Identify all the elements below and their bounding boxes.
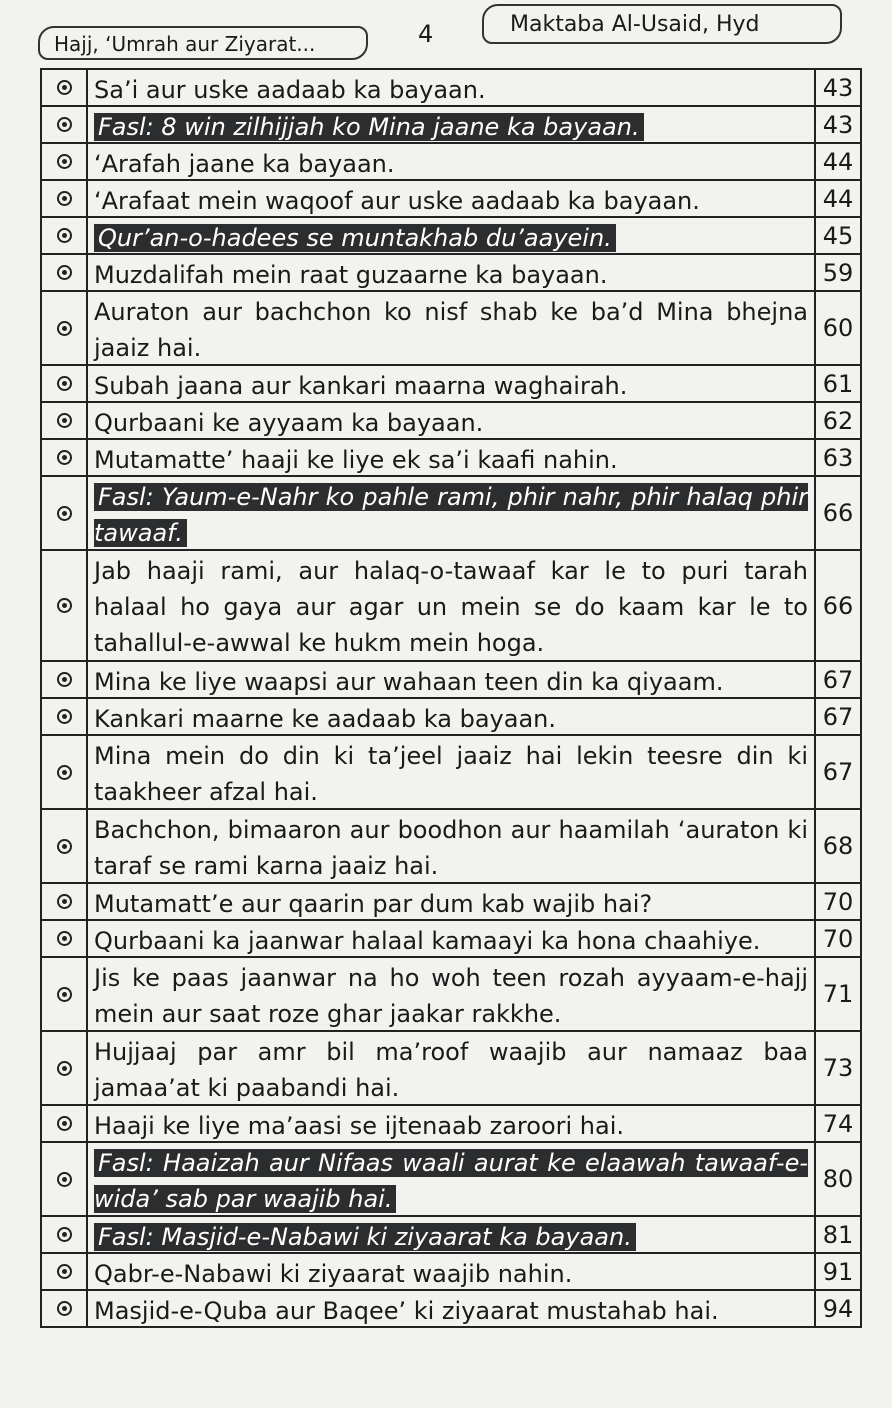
toc-row bbox=[40, 181, 862, 218]
toc-page-number: 61 bbox=[814, 366, 862, 401]
bullet-icon bbox=[40, 884, 88, 919]
toc-entry-title: Haaji ke liye ma’aasi se ijtenaab zaroori hai. bbox=[94, 1112, 625, 1140]
toc-row bbox=[40, 292, 862, 366]
bullet-icon bbox=[40, 477, 88, 549]
toc-entry-title: Qurbaani ka jaanwar halaal kamaayi ka hona chaahiye. bbox=[94, 927, 761, 955]
toc-row bbox=[40, 440, 862, 477]
toc-row bbox=[40, 662, 862, 699]
toc-page-number: 43 bbox=[814, 70, 862, 105]
bullet-icon bbox=[40, 144, 88, 179]
toc-page-number: 91 bbox=[814, 1254, 862, 1289]
toc-entry-title: ‘Arafah jaane ka bayaan. bbox=[94, 150, 395, 178]
toc-row bbox=[40, 1254, 862, 1291]
table-of-contents bbox=[40, 68, 862, 1328]
bullet-icon bbox=[40, 218, 88, 253]
toc-section-heading: Fasl: 8 win zilhijjah ko Mina jaane ka bayaan. bbox=[88, 107, 814, 142]
toc-section-heading: Fasl: Yaum-e-Nahr ko pahle rami, phir nahr, phir halaq phir tawaaf. bbox=[94, 483, 808, 547]
toc-page-number: 71 bbox=[814, 958, 862, 1030]
toc-row bbox=[40, 699, 862, 736]
page-header bbox=[0, 0, 892, 66]
page-number: 4 bbox=[418, 20, 434, 48]
bullet-icon bbox=[40, 662, 88, 697]
toc-page-number: 66 bbox=[814, 551, 862, 660]
toc-section-heading: Qur’an-o-hadees se muntakhab du’aayein. bbox=[88, 218, 814, 253]
toc-entry-title: Mutamatte’ haaji ke liye ek sa’i kaafi nahin. bbox=[94, 446, 618, 474]
toc-page-number: 81 bbox=[814, 1217, 862, 1252]
toc-row bbox=[40, 810, 862, 884]
toc-row bbox=[40, 736, 862, 810]
bullet-icon bbox=[40, 107, 88, 142]
book-title: Hajj, ‘Umrah aur Ziyarat... bbox=[38, 26, 368, 60]
toc-entry-title: Auraton aur bachchon ko nisf shab ke ba’d Mina bhejna jaaiz hai. bbox=[94, 298, 808, 362]
toc-page-number: 60 bbox=[814, 292, 862, 364]
bullet-icon bbox=[40, 292, 88, 364]
toc-entry-title: Muzdalifah mein raat guzaarne ka bayaan. bbox=[94, 261, 608, 289]
toc-page-number: 70 bbox=[814, 884, 862, 919]
toc-section-heading: Fasl: Haaizah aur Nifaas waali aurat ke elaawah tawaaf-e-wida’ sab par waajib hai. bbox=[94, 1149, 808, 1213]
toc-page-number: 74 bbox=[814, 1106, 862, 1141]
toc-row bbox=[40, 70, 862, 107]
toc-entry-title: Sa’i aur uske aadaab ka bayaan. bbox=[94, 76, 486, 104]
toc-entry-title: Mutamatt’e aur qaarin par dum kab wajib hai? bbox=[94, 890, 653, 918]
toc-page-number: 43 bbox=[814, 107, 862, 142]
toc-page-number: 45 bbox=[814, 218, 862, 253]
toc-row bbox=[40, 1106, 862, 1143]
toc-row bbox=[40, 144, 862, 181]
toc-row bbox=[40, 1143, 862, 1217]
toc-row bbox=[40, 218, 862, 255]
toc-entry-title: Qurbaani ke ayyaam ka bayaan. bbox=[94, 409, 484, 437]
toc-row bbox=[40, 921, 862, 958]
toc-page-number: 66 bbox=[814, 477, 862, 549]
bullet-icon bbox=[40, 440, 88, 475]
bullet-icon bbox=[40, 1254, 88, 1289]
toc-entry-title: Subah jaana aur kankari maarna waghairah. bbox=[94, 372, 628, 400]
toc-page-number: 68 bbox=[814, 810, 862, 882]
toc-page-number: 70 bbox=[814, 921, 862, 956]
bullet-icon bbox=[40, 1143, 88, 1215]
toc-page-number: 80 bbox=[814, 1143, 862, 1215]
toc-row bbox=[40, 884, 862, 921]
bullet-icon bbox=[40, 1106, 88, 1141]
bullet-icon bbox=[40, 366, 88, 401]
toc-page-number: 94 bbox=[814, 1291, 862, 1326]
bullet-icon bbox=[40, 255, 88, 290]
toc-row bbox=[40, 1032, 862, 1106]
toc-row bbox=[40, 477, 862, 551]
toc-entry-title: Masjid-e-Quba aur Baqee’ ki ziyaarat mustahab hai. bbox=[94, 1297, 719, 1325]
bullet-icon bbox=[40, 699, 88, 734]
toc-row bbox=[40, 403, 862, 440]
toc-page-number: 59 bbox=[814, 255, 862, 290]
bullet-icon bbox=[40, 551, 88, 660]
toc-entry-title: Hujjaaj par amr bil ma’roof waajib aur namaaz baa jamaa’at ki paabandi hai. bbox=[94, 1038, 808, 1102]
bullet-icon bbox=[40, 958, 88, 1030]
toc-entry-title: Mina mein do din ki ta’jeel jaaiz hai lekin teesre din ki taakheer afzal hai. bbox=[94, 742, 808, 806]
bullet-icon bbox=[40, 810, 88, 882]
toc-row bbox=[40, 958, 862, 1032]
toc-page-number: 67 bbox=[814, 736, 862, 808]
bullet-icon bbox=[40, 1217, 88, 1252]
toc-page-number: 44 bbox=[814, 144, 862, 179]
toc-entry-title: Qabr-e-Nabawi ki ziyaarat waajib nahin. bbox=[94, 1260, 573, 1288]
toc-row bbox=[40, 366, 862, 403]
toc-row bbox=[40, 1217, 862, 1254]
bullet-icon bbox=[40, 403, 88, 438]
toc-page-number: 62 bbox=[814, 403, 862, 438]
toc-section-heading: Fasl: Masjid-e-Nabawi ki ziyaarat ka bayaan. bbox=[88, 1217, 814, 1252]
bullet-icon bbox=[40, 1291, 88, 1326]
toc-page-number: 73 bbox=[814, 1032, 862, 1104]
toc-row bbox=[40, 551, 862, 662]
toc-page-number: 44 bbox=[814, 181, 862, 216]
toc-entry-title: Mina ke liye waapsi aur wahaan teen din ka qiyaam. bbox=[94, 668, 724, 696]
toc-row bbox=[40, 107, 862, 144]
bullet-icon bbox=[40, 1032, 88, 1104]
toc-entry-title: ‘Arafaat mein waqoof aur uske aadaab ka bayaan. bbox=[94, 187, 700, 215]
toc-entry-title: Jis ke paas jaanwar na ho woh teen rozah ayyaam-e-hajj mein aur saat roze ghar jaakar rakkhe. bbox=[94, 964, 808, 1028]
toc-entry-title: Jab haaji rami, aur halaq-o-tawaaf kar le to puri tarah halaal ho gaya aur agar un mein se do kaam kar le to tahallul-e-awwal ke hukm mein hoga. bbox=[94, 557, 808, 657]
bullet-icon bbox=[40, 921, 88, 956]
toc-row bbox=[40, 255, 862, 292]
bullet-icon bbox=[40, 736, 88, 808]
toc-page-number: 63 bbox=[814, 440, 862, 475]
toc-page-number: 67 bbox=[814, 699, 862, 734]
toc-entry-title: Bachchon, bimaaron aur boodhon aur haamilah ‘auraton ki taraf se rami karna jaaiz hai. bbox=[94, 816, 808, 880]
toc-page-number: 67 bbox=[814, 662, 862, 697]
bullet-icon bbox=[40, 70, 88, 105]
toc-entry-title: Kankari maarne ke aadaab ka bayaan. bbox=[94, 705, 556, 733]
publisher-name: Maktaba Al-Usaid, Hyd bbox=[482, 4, 842, 44]
toc-row bbox=[40, 1291, 862, 1328]
bullet-icon bbox=[40, 181, 88, 216]
